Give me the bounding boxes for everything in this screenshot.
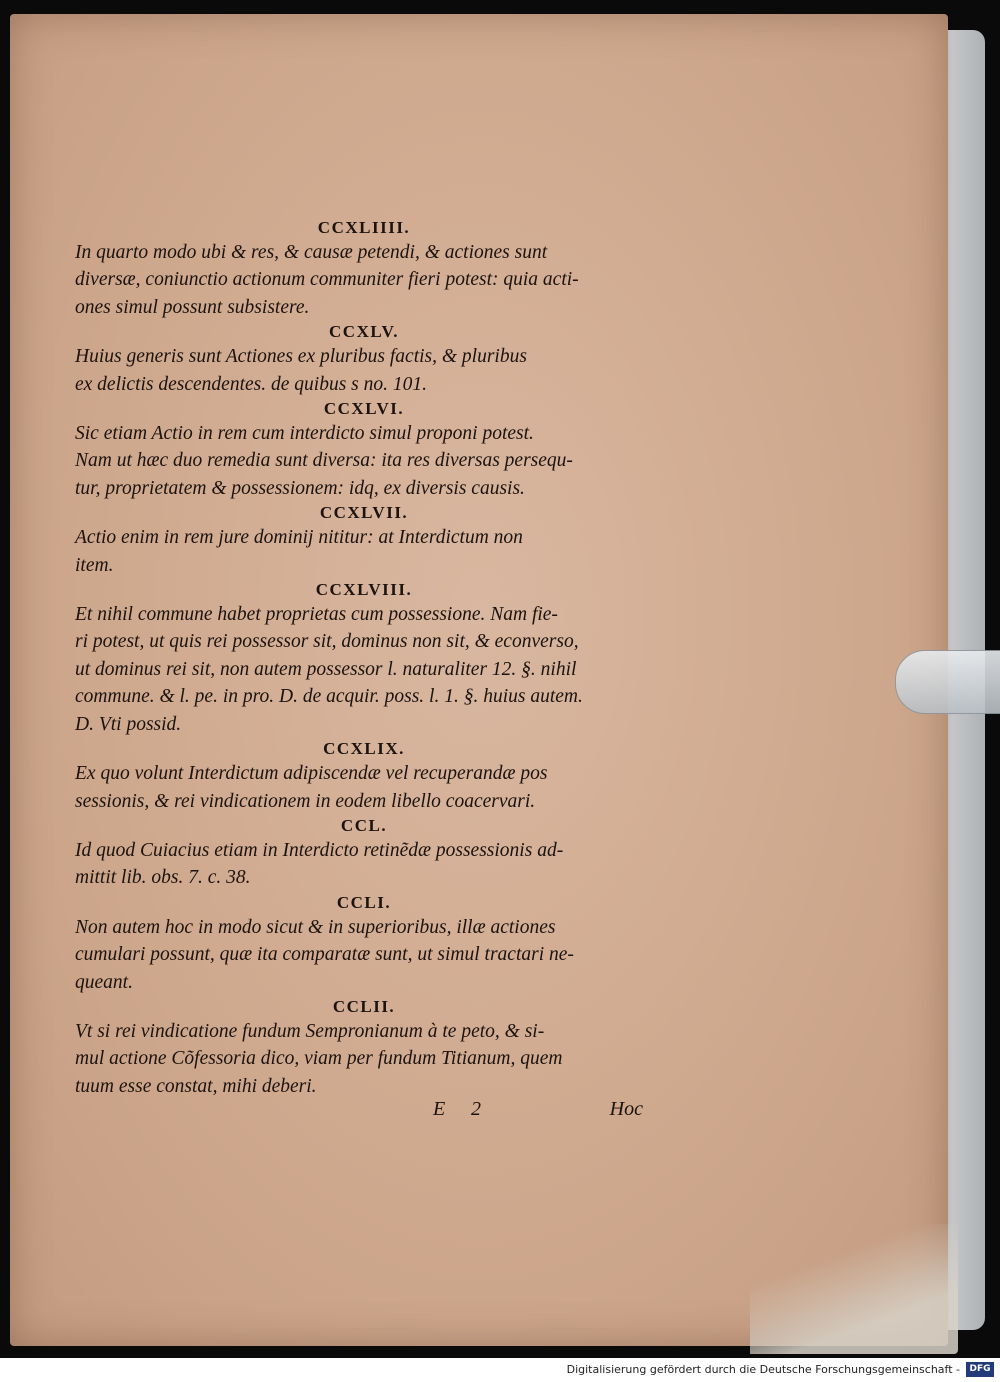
section-heading: CCXLVII. — [319, 503, 409, 523]
text-line: ex delictis descendentes. de quibus s no. 101. — [75, 373, 427, 395]
section-heading: CCLI. — [336, 892, 392, 912]
section-heading: CCL. — [340, 815, 388, 835]
text-line: ri potest, ut quis rei possessor sit, dominus non sit, & econverso, — [75, 631, 579, 653]
text-line: In quarto modo ubi & res, & causæ petendi, & actiones sunt — [75, 242, 548, 263]
catchword: Hoc — [609, 1098, 643, 1120]
text-line: sessionis, & rei vindicationem in eodem libello coacervari. — [75, 790, 536, 812]
text-line: cumulari possunt, quæ ita comparatæ sunt, ut simul tractari ne- — [75, 944, 574, 966]
text-line: tuum esse constat, mihi deberi. — [75, 1075, 317, 1097]
text-line: mittit lib. obs. 7. c. 38. — [75, 867, 251, 889]
text-line: tur, proprietatem & possessionem: idq, ex diversis causis. — [75, 477, 525, 499]
text-line: Actio enim in rem jure dominij nititur: at Interdictum non — [75, 527, 523, 549]
text-line: D. Vti possid. — [75, 713, 182, 735]
text-line: item. — [75, 554, 114, 576]
text-line: ones simul possunt subsistere. — [75, 296, 310, 318]
text-line: Vt si rei vindicatione fundum Sempronianum à te peto, & si- — [75, 1020, 545, 1042]
signature-number: 2 — [471, 1098, 481, 1120]
dfg-logo: DFG — [966, 1362, 994, 1377]
text-line: Non autem hoc in modo sicut & in superioribus, illæ actiones — [75, 916, 556, 938]
text-line: Nam ut hæc duo remedia sunt diversa: ita res diversas persequ- — [75, 450, 573, 472]
footer-text: Digitalisierung gefördert durch die Deutsche Forschungsgemeinschaft - — [566, 1363, 960, 1376]
text-line: commune. & l. pe. in pro. D. de acquir. poss. l. 1. §. huius autem. — [75, 686, 583, 708]
text-line: mul actione Cõfessoria dico, viam per fundum Titianum, quem — [75, 1048, 563, 1070]
section-heading: CCXLVI. — [323, 399, 405, 419]
section-heading: CCLII. — [332, 996, 396, 1016]
text-line: ut dominus rei sit, non autem possessor l. naturaliter 12. §. nihil — [75, 658, 577, 680]
text-line: Id quod Cuiacius etiam in Interdicto retinẽdæ possessionis ad- — [75, 839, 564, 861]
page-clip — [895, 650, 1000, 714]
section-heading: CCXLIX. — [323, 739, 405, 759]
section-heading: CCXLVIII. — [315, 580, 413, 600]
text-line: Et nihil commune habet proprietas cum possessione. Nam fie- — [75, 604, 558, 626]
signature-letter: E — [433, 1098, 446, 1120]
text-line: Huius generis sunt Actiones ex pluribus factis, & pluribus — [75, 346, 527, 368]
footer-bar — [0, 1358, 1000, 1382]
section-heading: CCXLIIII. — [317, 218, 411, 237]
text-line: Ex quo volunt Interdictum adipiscendæ vel recuperandæ pos — [75, 763, 548, 785]
section-heading: CCXLV. — [329, 322, 399, 342]
text-line: queant. — [75, 971, 133, 993]
torn-corner — [750, 1224, 958, 1354]
page-text — [75, 217, 653, 1100]
text-line: Sic etiam Actio in rem cum interdicto simul proponi potest. — [75, 423, 534, 445]
text-line: diversæ, coniunctio actionum communiter fieri potest: quia acti- — [75, 269, 579, 291]
